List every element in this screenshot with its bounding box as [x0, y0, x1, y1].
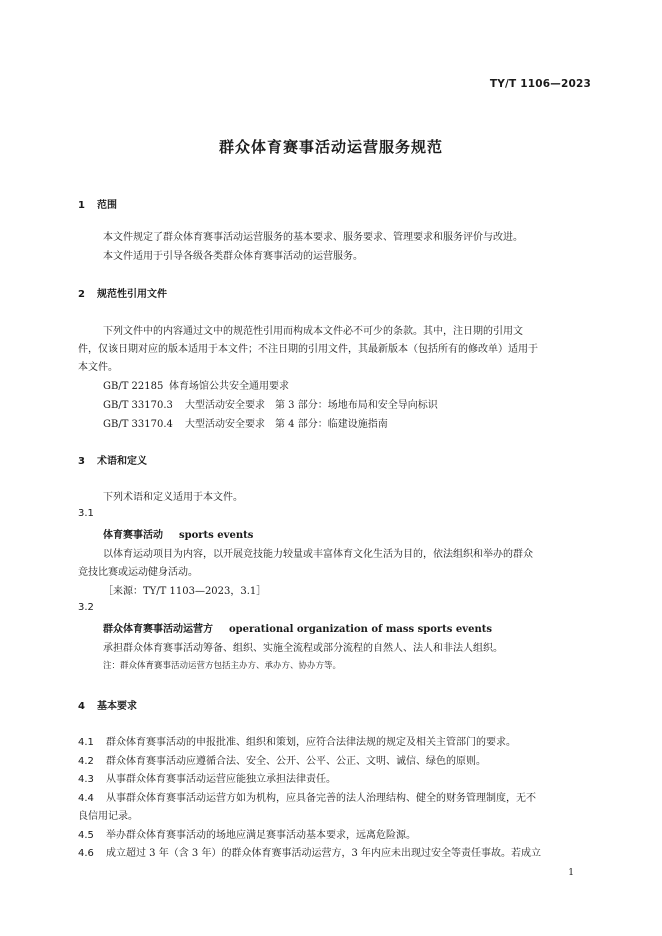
- reference-title: 大型活动安全要求 第 3 部分：场地布局和安全导向标识: [185, 400, 438, 411]
- paragraph: 下列术语和定义适用于本文件。: [103, 492, 243, 503]
- definition-line: 承担群众体育赛事活动筹备、组织、实施全流程或部分流程的自然人、法人和非法人组织。: [103, 643, 503, 654]
- definition-line: 竞技比赛或运动健身活动。: [78, 567, 198, 578]
- clause: [78, 844, 541, 859]
- reference-item: [103, 415, 388, 430]
- paragraph: 本文件规定了群众体育赛事活动运营服务的基本要求、服务要求、管理要求和服务评价与改进。: [103, 232, 523, 243]
- term-source: ［来源：TY/T 1103—2023，3.1］: [103, 586, 267, 597]
- section-2-heading: [78, 285, 167, 300]
- section-title: 术语和定义: [97, 456, 147, 467]
- clause: [78, 826, 416, 841]
- clause: [78, 789, 536, 804]
- section-title: 规范性引用文件: [97, 289, 167, 300]
- paragraph-line: 下列文件中的内容通过文中的规范性引用而构成本文件必不可少的条款。其中，注日期的引用文: [103, 326, 523, 337]
- document-title: 群众体育赛事活动运营服务规范: [218, 138, 443, 156]
- clause-text: 群众体育赛事活动的申报批准、组织和策划，应符合法律法规的规定及相关主管部门的要求。: [106, 737, 516, 748]
- section-title: 范围: [97, 200, 117, 211]
- clause-number: 4.5: [78, 830, 94, 841]
- clause-number: 4.3: [78, 774, 94, 785]
- reference-item: [103, 396, 438, 411]
- clause-text: 群众体育赛事活动应遵循合法、安全、公开、公平、公正、文明、诚信、绿色的原则。: [106, 756, 486, 767]
- paragraph-line: 件，仅该日期对应的版本适用于本文件；不注日期的引用文件，其最新版本（包括所有的修改单）适用于: [78, 344, 538, 355]
- standard-code: TY/T 1106—2023: [489, 78, 591, 90]
- section-4-heading: [78, 697, 137, 712]
- clause-number: 4.6: [78, 848, 94, 859]
- section-number: 4: [78, 701, 85, 712]
- reference-code: GB/T 33170.3: [103, 400, 173, 411]
- reference-title: 体育场馆公共安全通用要求: [169, 381, 289, 392]
- section-number: 1: [78, 200, 85, 211]
- reference-code: GB/T 22185: [103, 381, 164, 392]
- term-zh: 体育赛事活动: [103, 530, 163, 541]
- term-entry: [103, 620, 492, 635]
- clause-number: 4.1: [78, 737, 94, 748]
- section-number: 2: [78, 289, 85, 300]
- clause-continuation: 良信用记录。: [78, 811, 138, 822]
- clause-text: 从事群众体育赛事活动运营方如为机构，应具备完善的法人治理结构、健全的财务管理制度，无不: [106, 793, 536, 804]
- clause: [78, 752, 486, 767]
- paragraph-line: 本文件。: [78, 362, 118, 373]
- clause-text: 成立超过 3 年（含 3 年）的群众体育赛事活动运营方，3 年内应未出现过安全等责任事故。若成立: [106, 848, 541, 859]
- term-en: operational organization of mass sports events: [229, 624, 492, 635]
- reference-code: GB/T 33170.4: [103, 419, 173, 430]
- term-entry: [103, 526, 253, 541]
- term-number: 3.2: [78, 602, 94, 613]
- term-zh: 群众体育赛事活动运营方: [103, 624, 213, 635]
- clause-number: 4.2: [78, 756, 94, 767]
- clause: [78, 733, 516, 748]
- section-1-heading: [78, 196, 117, 211]
- term-note: 注：群众体育赛事活动运营方包括主办方、承办方、协办方等。: [103, 661, 342, 671]
- reference-title: 大型活动安全要求 第 4 部分：临建设施指南: [185, 419, 388, 430]
- section-number: 3: [78, 456, 85, 467]
- clause-text: 举办群众体育赛事活动的场地应满足赛事活动基本要求，远离危险源。: [106, 830, 416, 841]
- section-3-heading: [78, 452, 147, 467]
- clause: [78, 770, 336, 785]
- paragraph: 本文件适用于引导各级各类群众体育赛事活动的运营服务。: [103, 251, 363, 262]
- section-title: 基本要求: [97, 701, 137, 712]
- clause-number: 4.4: [78, 793, 94, 804]
- clause-text: 从事群众体育赛事活动运营应能独立承担法律责任。: [106, 774, 336, 785]
- term-en: sports events: [179, 530, 254, 541]
- definition-line: 以体育运动项目为内容，以开展竞技能力较量或丰富体育文化生活为目的，依法组织和举办的群众: [103, 549, 533, 560]
- term-number: 3.1: [78, 508, 94, 519]
- page-number: 1: [568, 868, 574, 878]
- reference-item: [103, 377, 289, 392]
